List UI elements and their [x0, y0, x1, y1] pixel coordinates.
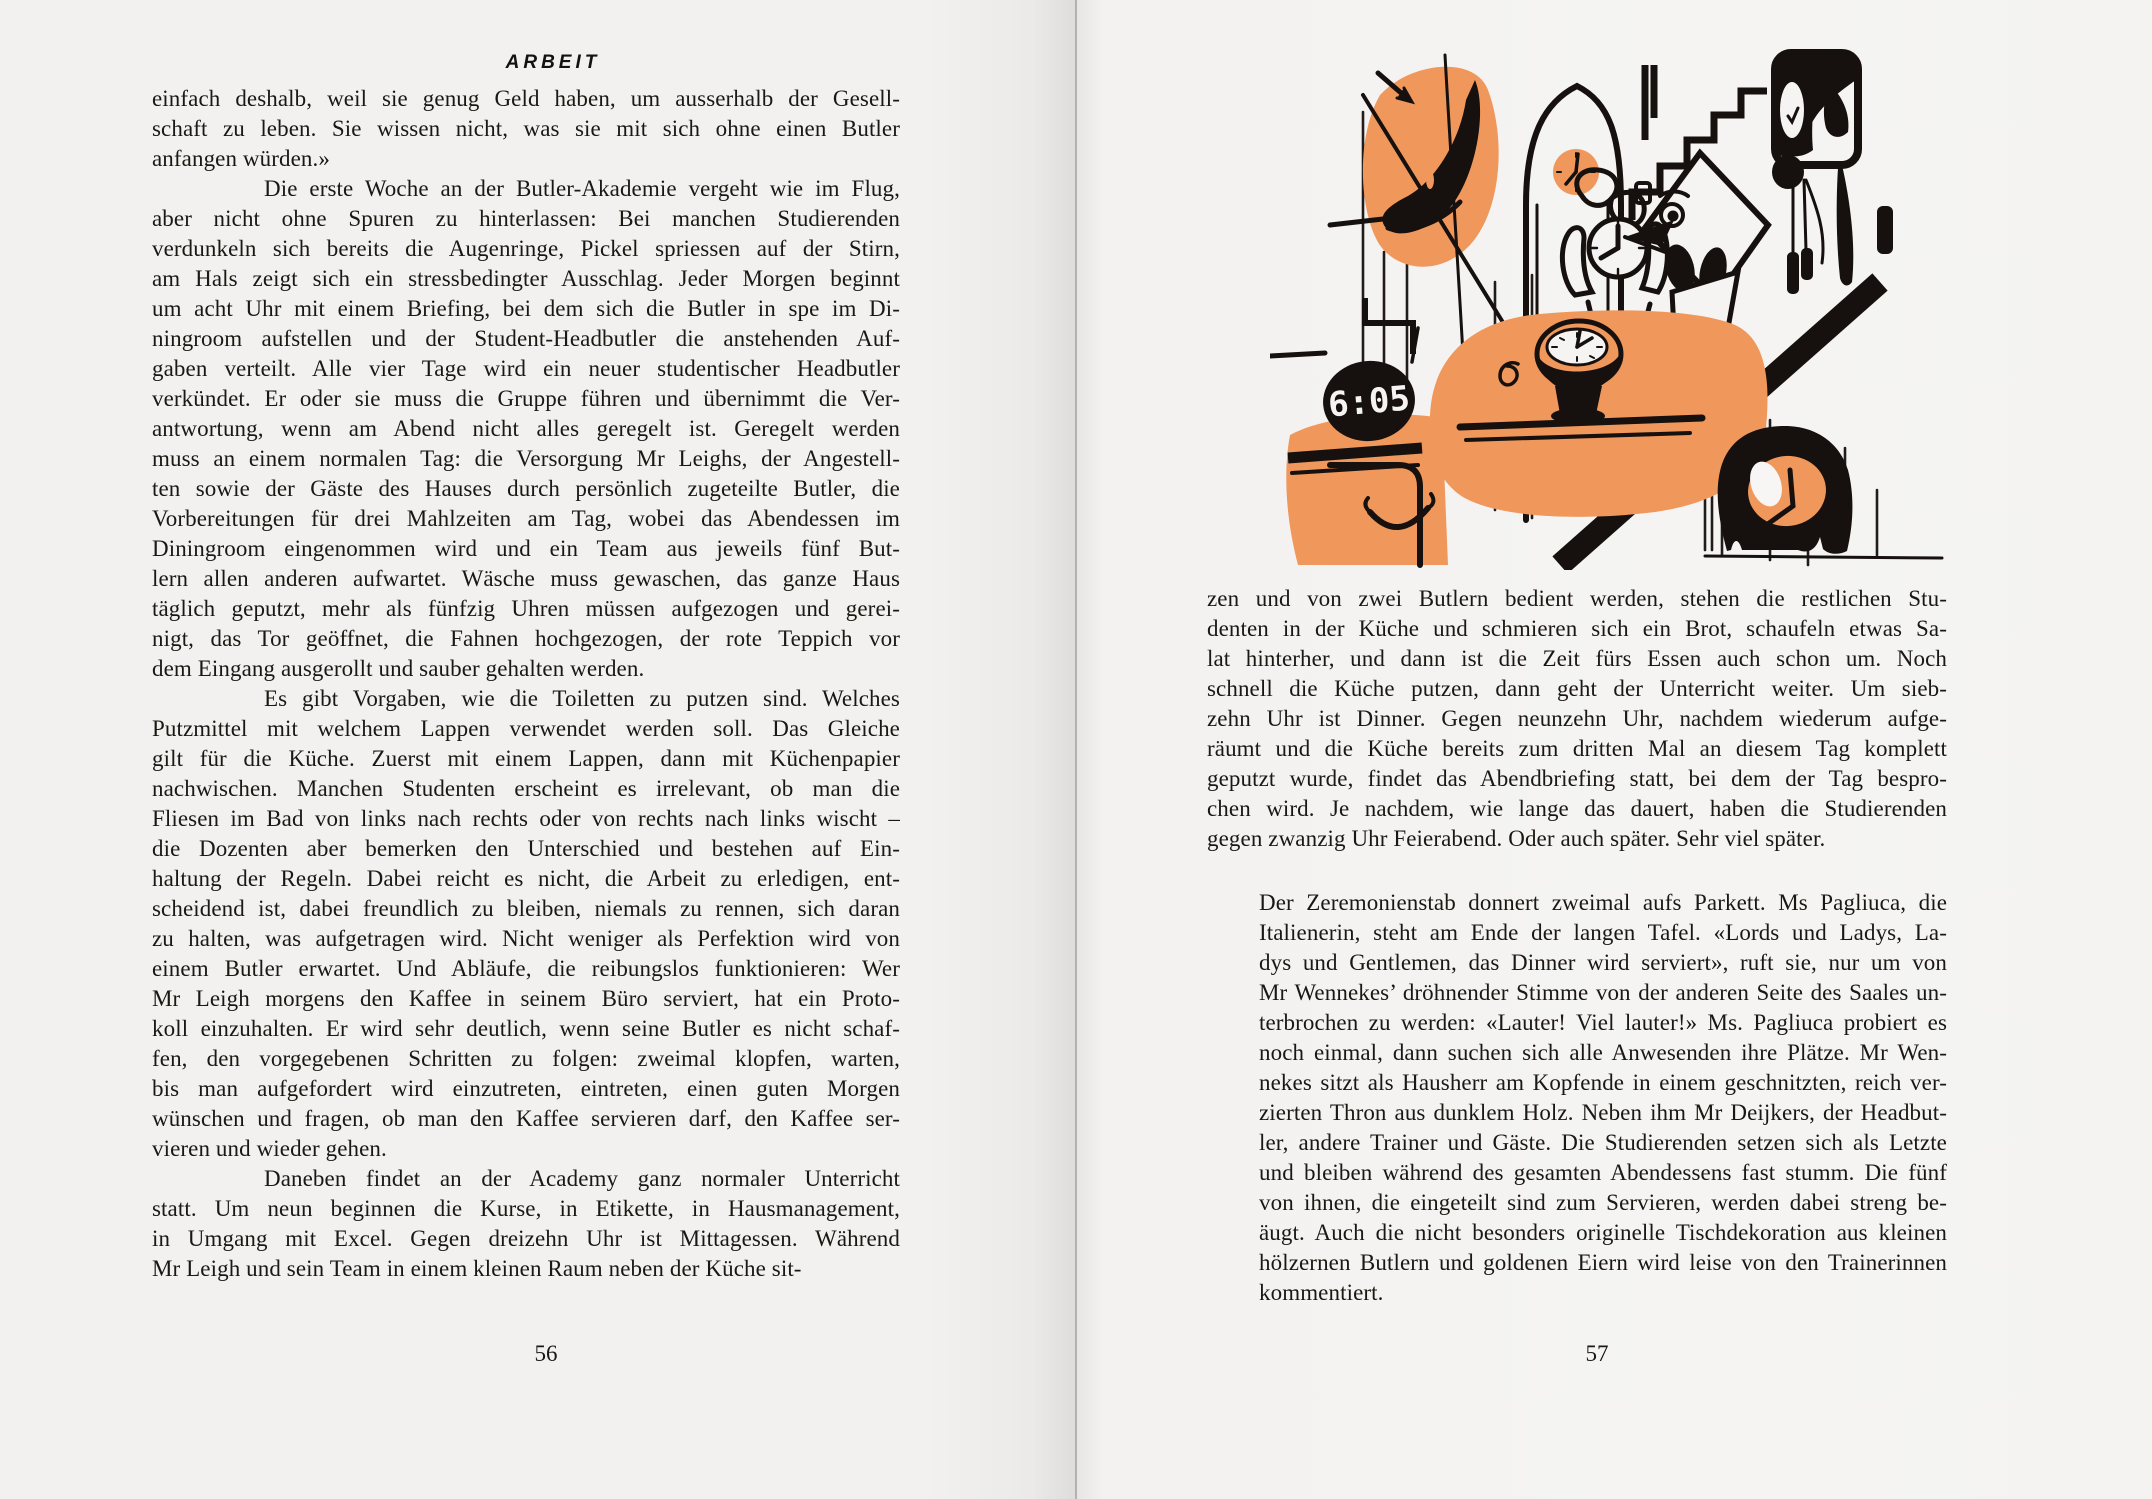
text-line: einfach deshalb, weil sie genug Geld haben, um ausserhalb der Gesell- [152, 86, 900, 111]
book-gutter-fold [1075, 0, 1077, 1499]
text-line: scheidend ist, dabei freundlich zu bleiben, niemals zu rennen, sich daran [152, 896, 900, 921]
text-line: zen und von zwei Butlern bedient werden, stehen die restlichen Stu- [1207, 586, 1947, 611]
text-line: geputzt wurde, findet das Abendbriefing statt, bei dem der Tag bespro- [1207, 766, 1947, 791]
text-line: Italienerin, steht am Ende der langen Tafel. «Lords und Ladys, La- [1259, 920, 1947, 945]
paragraph [152, 1164, 900, 1284]
dripping-clock-icon [1772, 52, 1893, 294]
text-line: antwortung, wenn am Abend nicht alles geregelt ist. Geregelt werden [152, 416, 900, 441]
text-line: gegen zwanzig Uhr Feierabend. Oder auch später. Sehr viel später. [1207, 826, 1826, 851]
text-line: verkündet. Er oder sie muss die Gruppe führen und übernimmt die Ver- [152, 386, 900, 411]
text-line: noch einmal, dann suchen sich alle Anwesenden ihre Plätze. Mr Wen- [1259, 1040, 1947, 1065]
text-line: bis man aufgefordert wird einzutreten, eintreten, einen guten Morgen [152, 1076, 900, 1101]
page-number-right: 57 [1585, 1341, 1609, 1366]
text-line: täglich geputzt, mehr als fünfzig Uhren müssen aufgezogen und gerei- [152, 596, 900, 621]
dresser-digital-clock-icon [1270, 298, 1448, 565]
text-line: dys und Gentlemen, das Dinner wird serviert», ruft sie, nur um von [1259, 950, 1947, 975]
paragraph [152, 174, 900, 684]
text-line: und bleiben während des gesamten Abendessens fast stumm. Die fünf [1259, 1160, 1947, 1185]
text-line: ler, andere Trainer und Gäste. Die Studierenden setzen sich als Letzte [1259, 1130, 1947, 1155]
text-line: Mr Leigh und sein Team in einem kleinen Raum neben der Küche sit- [152, 1256, 802, 1281]
text-line: zierten Thron aus dunklem Holz. Neben ihm Mr Deijkers, der Headbut- [1259, 1100, 1947, 1125]
text-line: Vorbereitungen für drei Mahlzeiten am Tag, wobei das Abendessen im [152, 506, 900, 531]
text-line: ten sowie der Gäste des Hauses durch persönlich zugeteilte Butler, die [152, 476, 900, 501]
text-line: Der Zeremonienstab donnert zweimal aufs Parkett. Ms Pagliuca, die [1259, 890, 1947, 915]
staircase-icon [1632, 65, 1767, 220]
text-line: muss an einem normalen Tag: die Versorgung Mr Leighs, der Angestell- [152, 446, 900, 471]
page-number-left: 56 [534, 1341, 558, 1366]
text-line: in Umgang mit Excel. Gegen dreizehn Uhr ist Mittagessen. Während [152, 1226, 900, 1251]
text-line: lat hinterher, und dann ist die Zeit fürs Essen auch schon um. Noch [1207, 646, 1947, 671]
text-line: haltung der Regeln. Dabei reicht es nicht, die Arbeit zu erledigen, ent- [152, 866, 900, 891]
text-line: Diningroom eingenommen wird und ein Team aus jeweils fünf But- [152, 536, 900, 561]
text-line: nekes sitzt als Hausherr am Kopfende in einem geschnitzten, reich ver- [1259, 1070, 1947, 1095]
text-line: die Dozenten aber bemerken den Unterschied und bestehen auf Ein- [152, 836, 900, 861]
text-line: äugt. Auch die nicht besonders originelle Tischdekoration aus kleinen [1259, 1220, 1947, 1245]
text-line: von ihnen, die eingeteilt sind zum Servieren, werden dabei streng be- [1259, 1190, 1947, 1215]
text-line: kommentiert. [1259, 1280, 1384, 1305]
digital-clock-time: 6:05 [1326, 378, 1412, 426]
text-line: aber nicht ohne Spuren zu hinterlassen: Bei manchen Studierenden [152, 206, 900, 231]
text-line: schnell die Küche putzen, dann geht der Unterricht weiter. Um sieb- [1207, 676, 1947, 701]
text-line: verdunkeln sich bereits die Augenringe, Pickel spriessen auf der Stirn, [152, 236, 900, 261]
text-line: fen, den vorgegebenen Schritten zu folgen: zweimal klopfen, warten, [152, 1046, 900, 1071]
right-page-text-column [1207, 584, 1947, 1308]
text-line: Mr Leigh morgens den Kaffee in seinem Büro serviert, hat ein Proto- [152, 986, 900, 1011]
text-line: nigt, das Tor geöffnet, die Fahnen hochgezogen, der rote Teppich vor [152, 626, 900, 651]
text-line: Es gibt Vorgaben, wie die Toiletten zu putzen sind. Welches [264, 686, 900, 711]
commode-mantel-clock-icon [1430, 310, 1768, 516]
text-line: gaben verteilt. Alle vier Tage wird ein neuer studentischer Headbutler [152, 356, 900, 381]
hat-icon [1363, 67, 1499, 267]
clocks-illustration [1270, 20, 1960, 570]
text-line: dem Eingang ausgerollt und sauber gehalten werden. [152, 656, 645, 681]
paragraph [1207, 584, 1947, 854]
text-line: einem Butler erwartet. Und Abläufe, die reibungslos funktionieren: Wer [152, 956, 900, 981]
text-line: denten in der Küche und schmieren sich ein Brot, schaufeln etwas Sa- [1207, 616, 1947, 641]
text-line: nachwischen. Manchen Studenten erscheint es irrelevant, ob man die [152, 776, 900, 801]
paragraph-gap [1207, 854, 1947, 888]
text-line: ningroom aufstellen und der Student-Headbutler die anstehenden Auf- [152, 326, 900, 351]
paragraph [152, 684, 900, 1164]
text-line: zu halten, was aufgetragen wird. Nicht weniger als Perfektion wird von [152, 926, 900, 951]
text-line: Die erste Woche an der Butler-Akademie vergeht wie im Flug, [264, 176, 900, 201]
text-line: hölzernen Butlern und goldenen Eiern wird leise von den Trainerinnen [1259, 1250, 1947, 1275]
text-line: räumt und die Küche bereits zum dritten Mal an diesem Tag komplett [1207, 736, 1947, 761]
left-page-text-column [152, 84, 900, 1284]
text-line: anfangen würden.» [152, 146, 330, 171]
text-line: am Hals zeigt sich ein stressbedingter Ausschlag. Jeder Morgen beginnt [152, 266, 900, 291]
text-line: Daneben findet an der Academy ganz normaler Unterricht [264, 1166, 900, 1191]
text-line: wünschen und fragen, ob man den Kaffee servieren darf, den Kaffee ser- [152, 1106, 900, 1131]
text-line: Putzmittel mit welchem Lappen verwendet werden soll. Das Gleiche [152, 716, 900, 741]
text-line: chen wird. Je nachdem, wie lange das dauert, haben die Studierenden [1207, 796, 1947, 821]
text-line: terbrochen zu werden: «Lauter! Viel lauter!» Ms. Pagliuca probiert es [1259, 1010, 1947, 1035]
text-line: Fliesen im Bad von links nach rechts oder von rechts nach links wischt – [152, 806, 900, 831]
text-line: koll einzuhalten. Er wird sehr deutlich, wenn seine Butler es nicht schaf- [152, 1016, 900, 1041]
paragraph [1207, 888, 1947, 1308]
paragraph [152, 84, 900, 174]
text-line: zehn Uhr ist Dinner. Gegen neunzehn Uhr, nachdem wiederum aufge- [1207, 706, 1947, 731]
running-head: ARBEIT [505, 52, 601, 73]
text-line: statt. Um neun beginnen die Kurse, in Etikette, in Hausmanagement, [152, 1196, 900, 1221]
text-line: lern allen anderen aufwartet. Wäsche muss gewaschen, das ganze Haus [152, 566, 900, 591]
text-line: schaft zu leben. Sie wissen nicht, was sie mit sich ohne einen Butler [152, 116, 900, 141]
text-line: gilt für die Küche. Zuerst mit einem Lappen, dann mit Küchenpapier [152, 746, 900, 771]
text-line: Mr Wennekes’ dröhnender Stimme von der anderen Seite des Saales un- [1259, 980, 1947, 1005]
text-line: vieren und wieder gehen. [152, 1136, 387, 1161]
text-line: um acht Uhr mit einem Briefing, bei dem sich die Butler in spe im Di- [152, 296, 900, 321]
arch-clock-icon [1705, 426, 1942, 558]
